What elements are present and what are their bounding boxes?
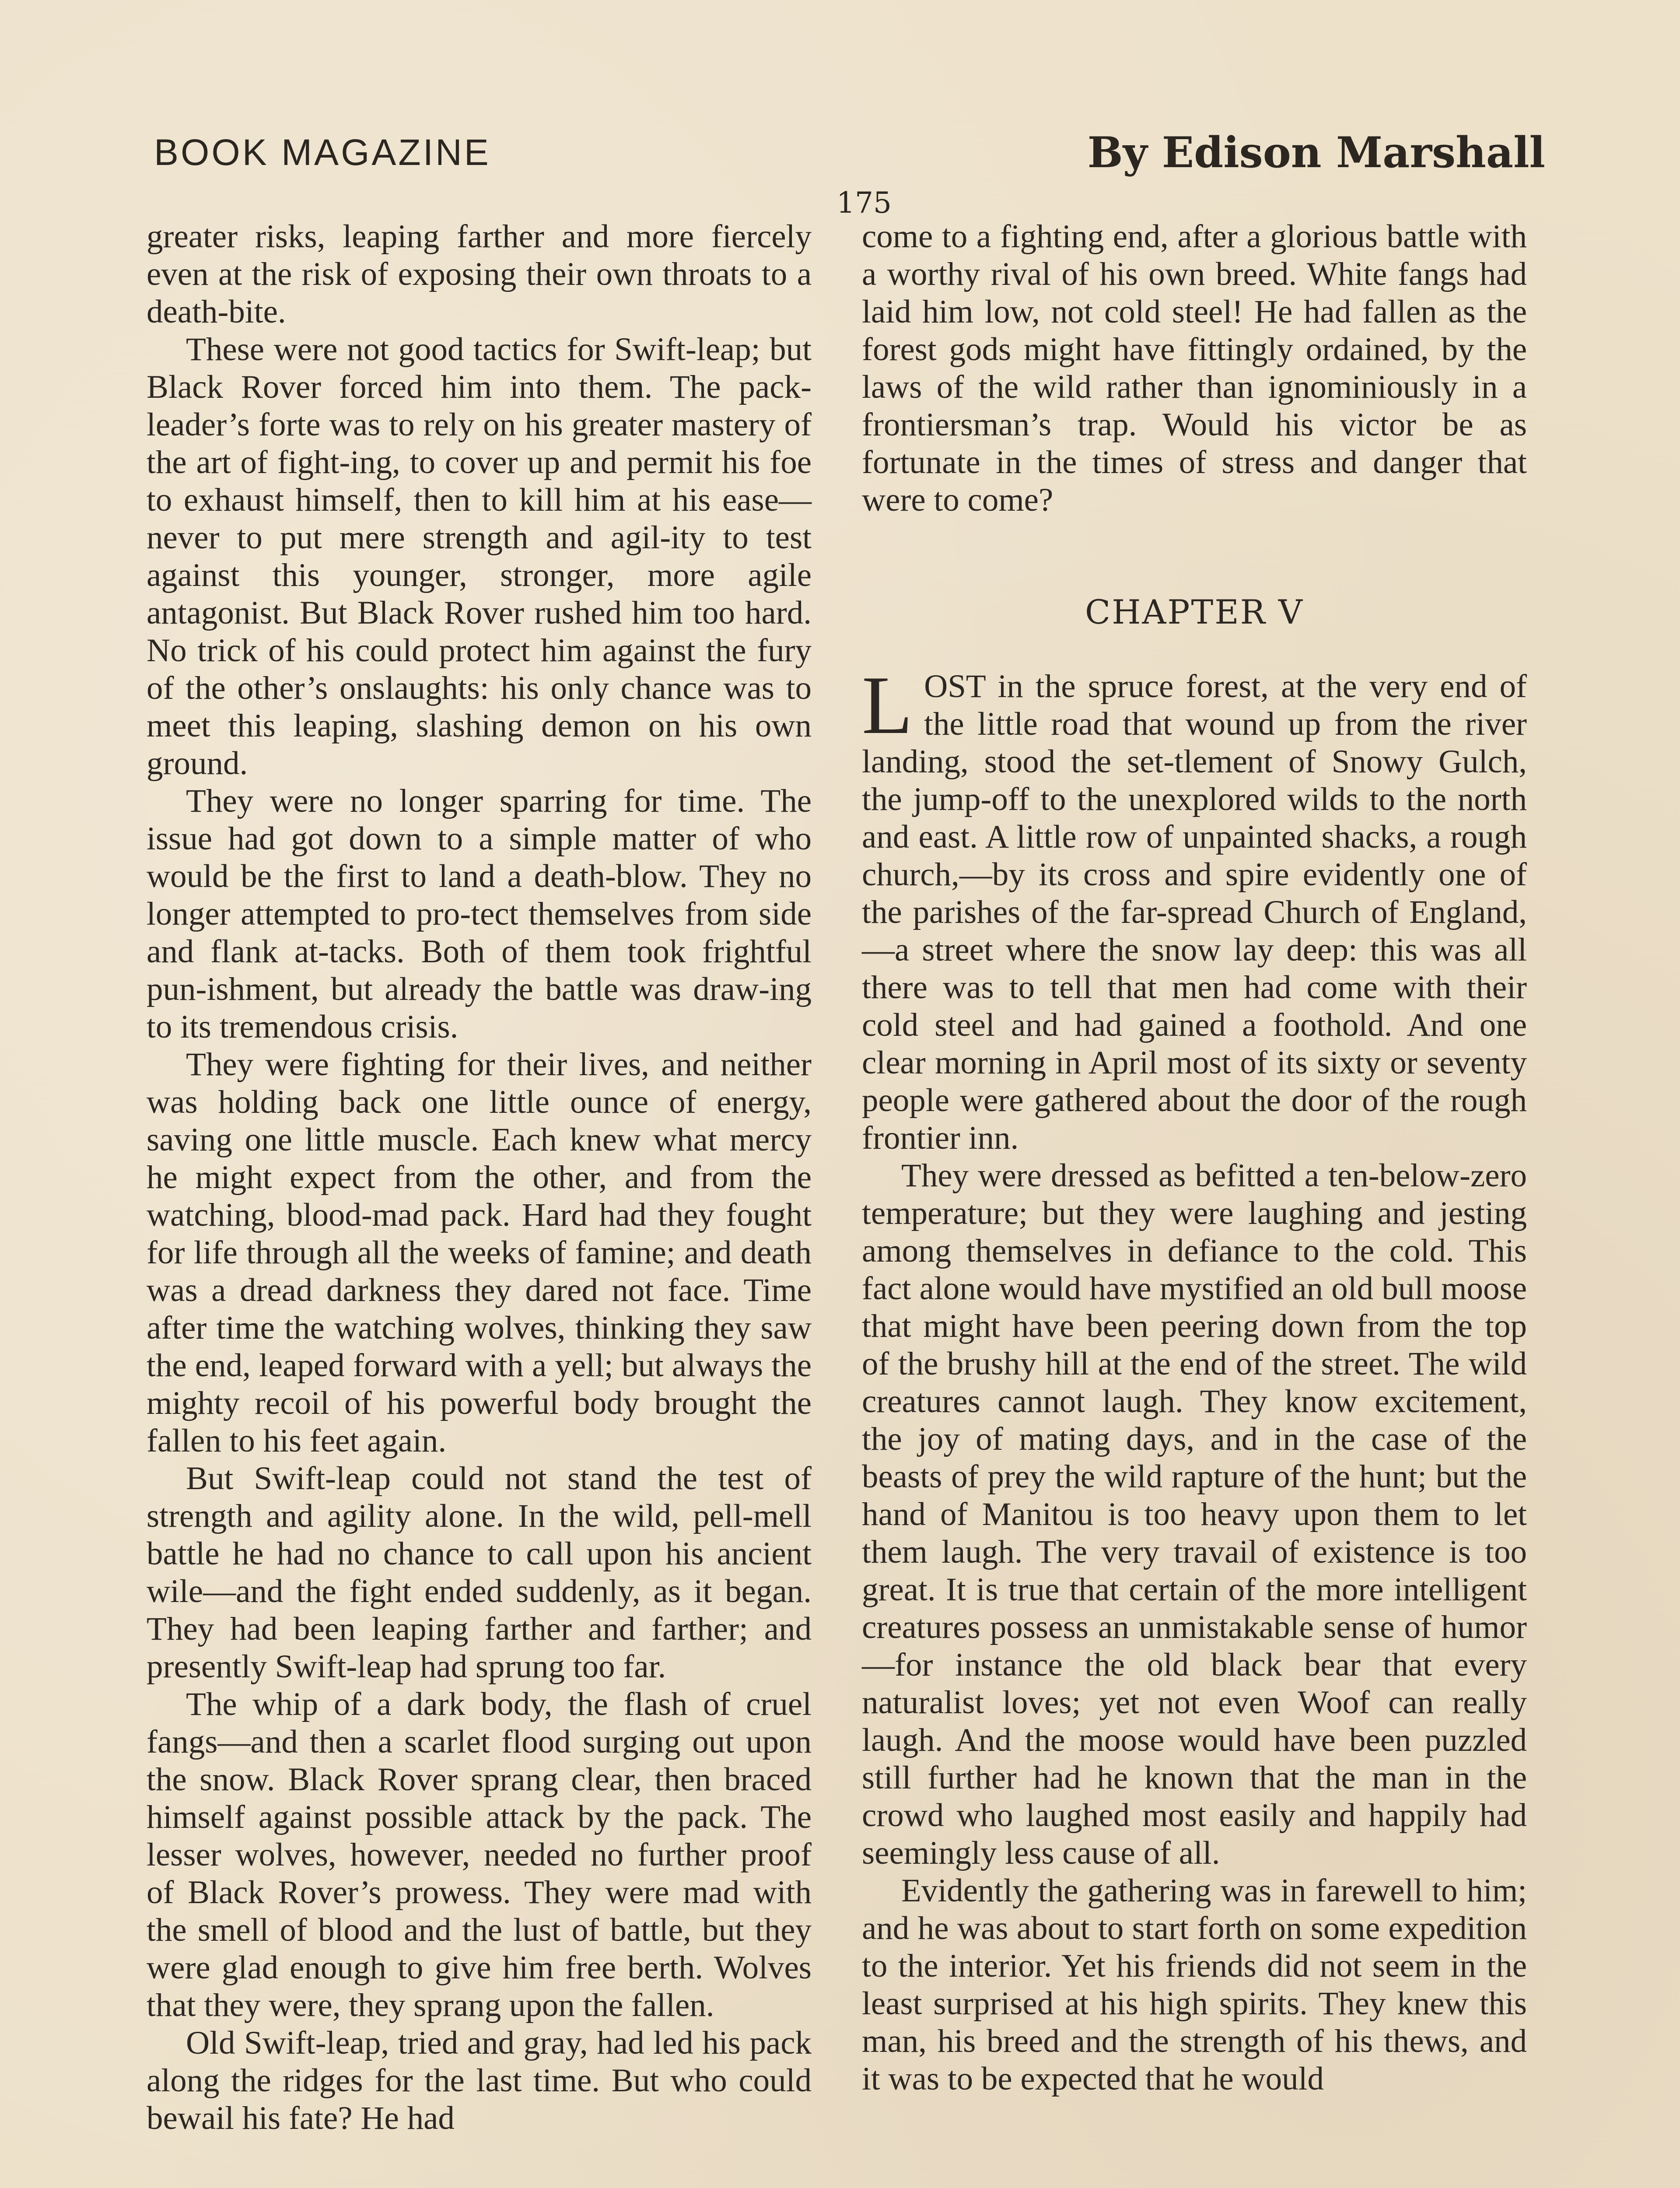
- right-text-column: [862, 218, 1527, 2098]
- paragraph: The whip of a dark body, the flash of cruel fangs—and then a scarlet flood surging out upon the snow. Black Rover sprang clear, then braced himself against possible attack by the pack. The lesser wolves, however, needed no further proof of Black Rover’s prowess. They were mad with the smell of blood and the lust of battle, but they were glad enough to give him free berth. Wolves that they were, they sprang upon the fallen.: [147, 1686, 812, 2023]
- author-byline: By Edison Marshall: [1087, 128, 1545, 177]
- paragraph: Old Swift-leap, tried and gray, had led his pack along the ridges for the last time. But who could bewail his fate? He had: [147, 2025, 812, 2136]
- chapter-opening-paragraph: [862, 659, 1527, 1157]
- paragraph: They were no longer sparring for time. The issue had got down to a simple matter of who would be the first to land a death-blow. They no longer attempted to pro-tect themselves from side and flank at-tacks. Both of them took frightful pun-ishment, but already the battle was draw-ing to its tremendous crisis.: [147, 783, 812, 1045]
- opening-text: OST in the spruce forest, at the very end of the little road that wound up from the river landing, stood the set-tlement of Snowy Gulch, the jump-off to the unexplored wilds to the north and east. A little row of unpainted shacks, a rough church,—by its cross and spire evidently one of the parishes of the far-spread Church of England,—a street where the snow lay deep: this was all there was to tell that men had come with their cold steel and had gained a foothold. And one clear morning in April most of its sixty or seventy people were gathered about the door of the rough frontier inn.: [862, 668, 1527, 1156]
- chapter-heading: CHAPTER V: [1085, 593, 1304, 631]
- magazine-title: BOOK MAGAZINE: [154, 132, 491, 173]
- paragraph: come to a fighting end, after a glorious battle with a worthy rival of his own breed. White fangs had laid him low, not cold steel! He had fallen as the forest gods might have fittingly ordained, by the laws of the wild rather than ignominiously in a frontiersman’s trap. Would his victor be as fortunate in the times of stress and danger that were to come?: [862, 218, 1527, 518]
- paragraph: These were not good tactics for Swift-leap; but Black Rover forced him into them. The pack-leader’s forte was to rely on his greater mastery of the art of fight-ing, to cover up and permit his foe to exhaust himself, then to kill him at his ease—never to put mere strength and agil-ity to test against this younger, stronger, more agile antagonist. But Black Rover rushed him too hard. No trick of his could protect him against the fury of the other’s onslaughts: his only chance was to meet this leaping, slashing demon on his own ground.: [147, 331, 812, 782]
- paragraph: But Swift-leap could not stand the test of strength and agility alone. In the wild, pell-mell battle he had no chance to call upon his ancient wile—and the fight ended suddenly, as it began. They had been leaping farther and farther; and presently Swift-leap had sprung too far.: [147, 1460, 812, 1685]
- paragraph: greater risks, leaping farther and more fiercely even at the risk of exposing their own throats to a death-bite.: [147, 218, 812, 330]
- paragraph: Evidently the gathering was in farewell to him; and he was about to start forth on some expedition to the interior. Yet his friends did not seem in the least surprised at his high spirits. They knew this man, his breed and the strength of his thews, and it was to be expected that he would: [862, 1872, 1527, 2097]
- left-text-column: [147, 218, 812, 2137]
- page-number: 175: [836, 186, 892, 220]
- paragraph: They were dressed as befitted a ten-below-zero temperature; but they were laughing and jesting among themselves in defiance to the cold. This fact alone would have mystified an old bull moose that might have been peering down from the top of the brushy hill at the end of the street. The wild creatures cannot laugh. They know excitement, the joy of mating days, and in the case of the beasts of prey the wild rapture of the hunt; but the hand of Manitou is too heavy upon them to let them laugh. The very travail of existence is too great. It is true that certain of the more intelligent creatures possess an unmistakable sense of humor—for instance the old black bear that every naturalist loves; yet not even Woof can really laugh. And the moose would have been puzzled still further had he known that the man in the crowd who laughed most easily and happily had seemingly less cause of all.: [862, 1157, 1527, 1871]
- paragraph: They were fighting for their lives, and neither was holding back one little ounce of energy, saving one little muscle. Each knew what mercy he might expect from the other, and from the watching, blood-mad pack. Hard had they fought for life through all the weeks of famine; and death was a dread darkness they dared not face. Time after time the watching wolves, thinking they saw the end, leaped forward with a yell; but always the mighty recoil of his powerful body brought the fallen to his feet again.: [147, 1046, 812, 1459]
- drop-cap: L: [862, 659, 913, 751]
